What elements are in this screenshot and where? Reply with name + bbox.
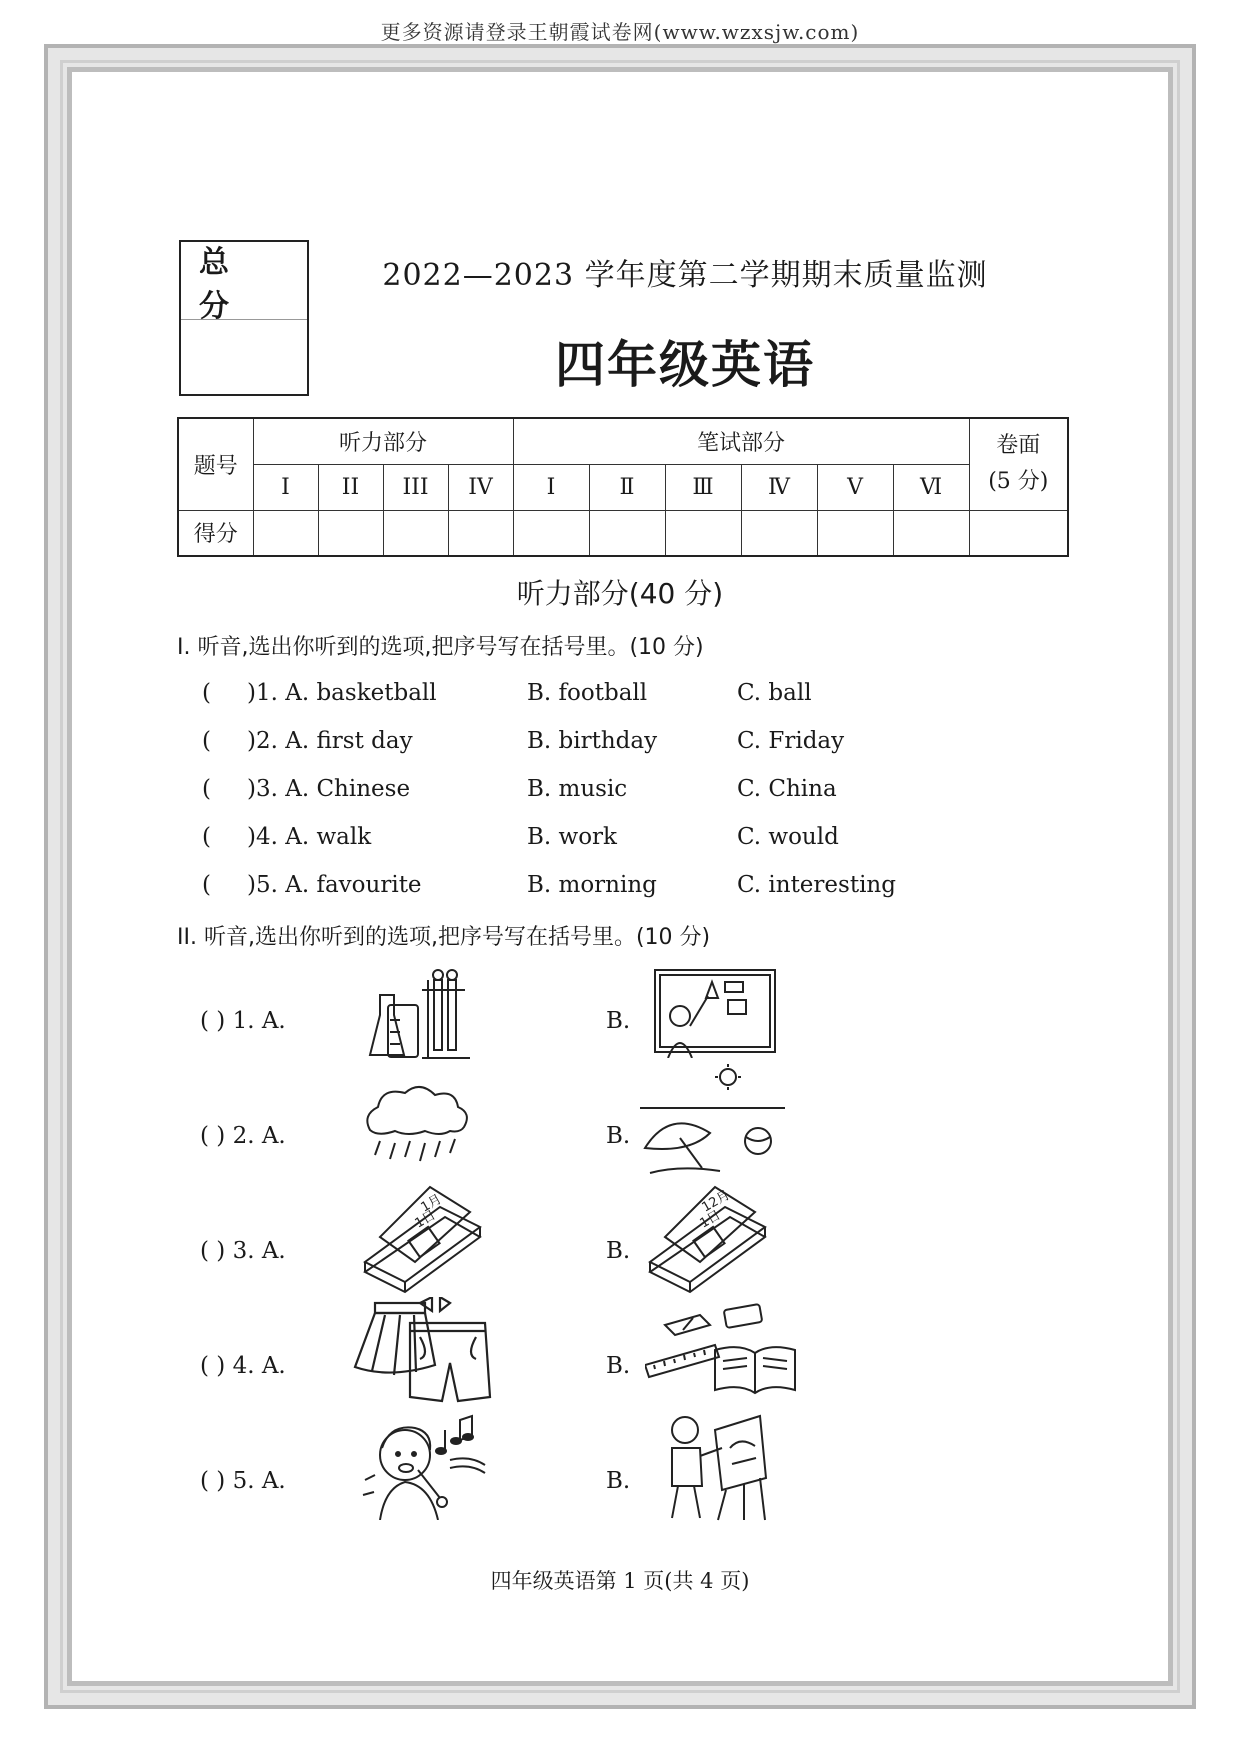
listening-col: IV: [448, 464, 513, 510]
calendar-month: 12月: [699, 1187, 733, 1216]
option-b: B. football: [527, 680, 648, 706]
teacher-blackboard-icon: [650, 968, 780, 1058]
option-c: C. interesting: [737, 872, 896, 898]
site-banner: 更多资源请登录王朝霞试卷网(www.wzxsjw.com): [380, 20, 860, 44]
question-number-label: 题号: [178, 418, 253, 510]
item-number: ( ) 5. A.: [200, 1468, 286, 1494]
score-cell[interactable]: [383, 510, 448, 556]
item-number: ( ) 2. A.: [200, 1123, 286, 1149]
listening-col: II: [318, 464, 383, 510]
score-table: [177, 417, 1069, 557]
written-col: Ⅳ: [741, 464, 817, 510]
listening-section-title: 听力部分(40 分): [516, 577, 724, 610]
score-cell[interactable]: [741, 510, 817, 556]
part2-item: [200, 1075, 1100, 1185]
option-b-label: B.: [606, 1238, 631, 1264]
listening-col: III: [383, 464, 448, 510]
written-col: Ⅲ: [665, 464, 741, 510]
written-col: Ⅴ: [817, 464, 893, 510]
part2-item: [200, 1420, 1100, 1530]
option-a: )3. A. Chinese: [247, 776, 411, 802]
skirt-shorts-icon: [350, 1297, 495, 1407]
painting-boy-icon: [660, 1408, 770, 1523]
school-supplies-icon: [645, 1295, 800, 1405]
calendar-dec-1-icon: [645, 1182, 775, 1297]
part2-item: [200, 1305, 1100, 1415]
part1-item: [200, 776, 1100, 808]
part1-item: [200, 728, 1100, 760]
rain-cloud-icon: [360, 1075, 475, 1175]
option-c: C. Friday: [737, 728, 845, 754]
score-cell[interactable]: [448, 510, 513, 556]
part1-heading: I. 听音,选出你听到的选项,把序号写在括号里。(10 分): [177, 635, 704, 660]
part1-item: [200, 824, 1100, 856]
score-cell[interactable]: [893, 510, 969, 556]
option-b-label: B.: [606, 1008, 631, 1034]
score-cell[interactable]: [817, 510, 893, 556]
part2-item: [200, 960, 1100, 1070]
item-number: ( ) 1. A.: [200, 1008, 286, 1034]
listening-part-label: 听力部分: [253, 418, 513, 464]
score-row-label: 得分: [178, 510, 253, 556]
written-col: Ⅵ: [893, 464, 969, 510]
part2-item: [200, 1187, 1100, 1300]
written-part-label: 笔试部分: [513, 418, 969, 464]
neatness-label: 卷面: [996, 433, 1041, 459]
option-b: B. music: [527, 776, 628, 802]
part2-heading: II. 听音,选出你听到的选项,把序号写在括号里。(10 分): [177, 925, 711, 950]
total-score-field[interactable]: [181, 320, 307, 394]
option-a: )2. A. first day: [247, 728, 413, 754]
score-cell[interactable]: [969, 510, 1068, 556]
answer-paren[interactable]: (: [202, 776, 211, 802]
exam-title: 2022—2023 学年度第二学期期末质量监测: [382, 258, 988, 293]
written-col: Ⅱ: [589, 464, 665, 510]
answer-paren[interactable]: (: [202, 872, 211, 898]
beach-umbrella-icon: [640, 1063, 785, 1178]
calendar-month: 1月: [418, 1191, 445, 1216]
page-footer: 四年级英语第 1 页(共 4 页): [490, 1569, 750, 1593]
option-b-label: B.: [606, 1123, 631, 1149]
part1-item: [200, 872, 1100, 904]
score-cell[interactable]: [318, 510, 383, 556]
answer-paren[interactable]: (: [202, 728, 211, 754]
option-b: B. work: [527, 824, 617, 850]
calendar-day: 1日: [697, 1207, 724, 1232]
neatness-cell: [969, 418, 1068, 510]
option-a: )1. A. basketball: [247, 680, 437, 706]
score-cell[interactable]: [253, 510, 318, 556]
part1-item: [200, 680, 1100, 712]
option-b-label: B.: [606, 1353, 631, 1379]
option-a: )4. A. walk: [247, 824, 372, 850]
option-b-label: B.: [606, 1468, 631, 1494]
item-number: ( ) 4. A.: [200, 1353, 286, 1379]
answer-paren[interactable]: (: [202, 824, 211, 850]
option-c: C. would: [737, 824, 839, 850]
option-c: C. ball: [737, 680, 812, 706]
score-cell[interactable]: [589, 510, 665, 556]
option-b: B. morning: [527, 872, 657, 898]
option-a: )5. A. favourite: [247, 872, 422, 898]
neatness-points: (5 分): [988, 469, 1049, 495]
option-c: C. China: [737, 776, 837, 802]
subject-title: 四年级英语: [555, 335, 815, 394]
listening-col: I: [253, 464, 318, 510]
written-col: I: [513, 464, 589, 510]
total-score-label: 总 分: [181, 242, 307, 320]
calendar-day: 1日: [412, 1207, 439, 1232]
score-cell[interactable]: [513, 510, 589, 556]
total-score-box: [179, 240, 309, 396]
science-lab-icon: [360, 960, 475, 1060]
score-cell[interactable]: [665, 510, 741, 556]
singing-boy-icon: [360, 1410, 490, 1520]
option-b: B. birthday: [527, 728, 658, 754]
calendar-jan-1-icon: [360, 1182, 490, 1297]
answer-paren[interactable]: (: [202, 680, 211, 706]
item-number: ( ) 3. A.: [200, 1238, 286, 1264]
